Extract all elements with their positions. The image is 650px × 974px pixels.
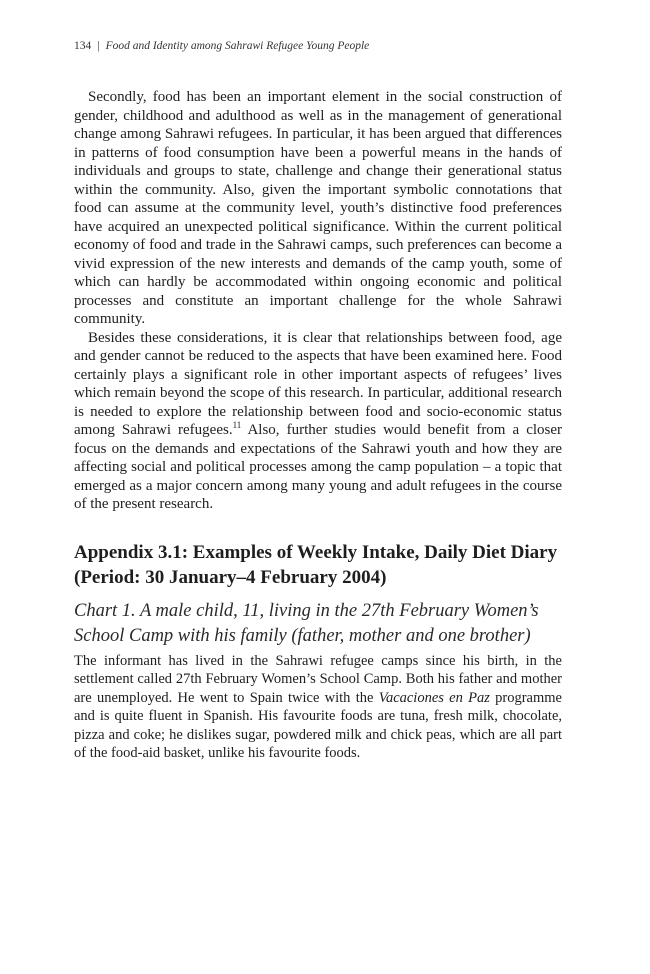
paragraph-besides-part1: Besides these considerations, it is clear that relationships between food, age and gender cannot be reduced to the aspects that have been examined here. Food certainly plays a significant role in other important aspects of refugees’ lives which remain beyond the scope of this research. In particular, additional research is needed to explore the relationship between food and socio-economic status among Sahrawi refugees. <box>74 329 562 438</box>
paragraph-besides <box>74 329 562 514</box>
chart-description-part2: programme and is quite fluent in Spanish. His favourite foods are tuna, fresh milk, chocolate, pizza and coke; he dislikes sugar, powdered milk and chick peas, which are all part of the food-aid basket, unlike his favourite foods. <box>74 689 562 762</box>
running-head <box>74 40 369 52</box>
page-number: 134 <box>74 40 92 52</box>
chart-heading: Chart 1. A male child, 11, living in the 27th February Women’s School Camp with his family (father, mother and one brother) <box>74 601 539 646</box>
footnote-marker: 11 <box>232 420 242 430</box>
running-head-title: Food and Identity among Sahrawi Refugee Young People <box>105 40 370 52</box>
body-text <box>74 88 562 514</box>
programme-name: Vacaciones en Paz <box>378 689 490 706</box>
paragraph-secondly: Secondly, food has been an important element in the social construction of gender, childhood and adulthood as well as in the management of generational change among Sahrawi refugees. In particular, it has been argued that differences in patterns of food consumption have been a powerful means in the hands of individuals and groups to state, challenge and change their generational status within the community. Also, given the important symbolic connotations that food can assume at the community level, youth’s distinctive food preferences have acquired an unexpected political significance. Within the current political economy of food and trade in the Sahrawi camps, such preferences can become a vivid expression of the new interests and demands of the camp youth, some of which can hardly be accommodated within ongoing economic and political processes and constitute an important challenge for the whole Sahrawi community. <box>74 89 562 327</box>
paragraph-besides-part2: Also, further studies would benefit from a closer focus on the demands and expectations of the Sahrawi youth and how they are affecting social and political processes among the camp population – a topic that emerged as a major concern among many young and adult refugees in the course of the present research. <box>74 422 563 512</box>
running-head-separator: | <box>97 40 100 52</box>
chart-description-part1: The informant has lived in the Sahrawi refugee camps since his birth, in the settlement called 27th February Women’s School Camp. Both his father and mother are unemployed. He went to Spain twice with the <box>74 653 562 706</box>
chart-description <box>74 652 562 762</box>
appendix-heading: Appendix 3.1: Examples of Weekly Intake, Daily Diet Diary (Period: 30 January–4 February 2004) <box>74 542 558 588</box>
